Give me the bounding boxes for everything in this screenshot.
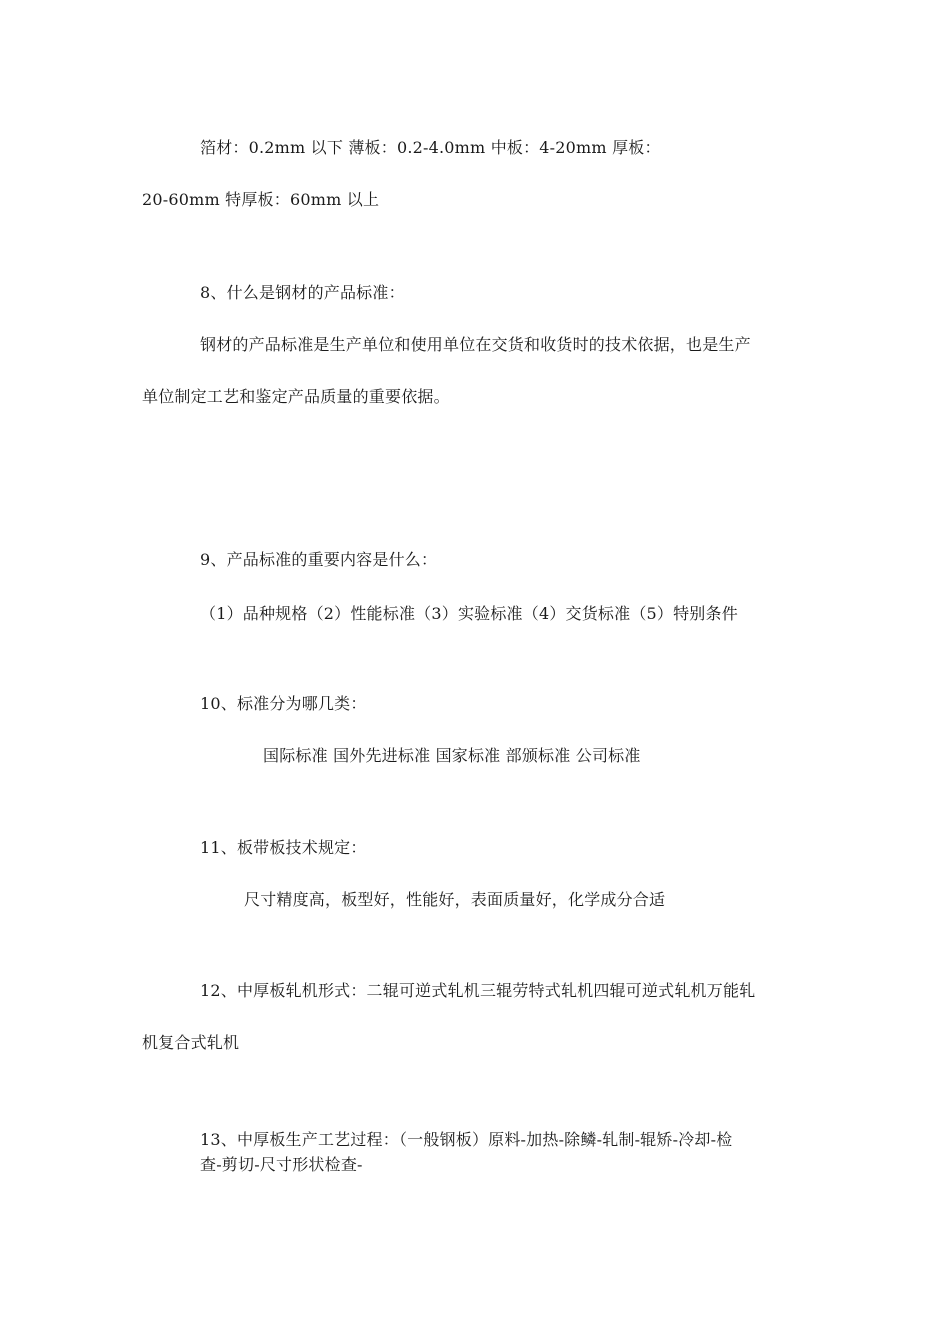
paragraph-question-12-cont: 机复合式轧机 (142, 1033, 240, 1052)
paragraph-question-12: 12、中厚板轧机形式：二辊可逆式轧机三辊劳特式轧机四辊可逆式轧机万能轧 (200, 981, 756, 1000)
heading-question-11: 11、板带板技术规定： (200, 838, 367, 857)
paragraph-answer-9: （1）品种规格（2）性能标准（3）实验标准（4）交货标准（5）特别条件 (200, 604, 738, 623)
heading-question-8: 8、什么是钢材的产品标准： (200, 283, 405, 302)
paragraph-answer-10: 国际标准 国外先进标准 国家标准 部颁标准 公司标准 (263, 746, 641, 765)
paragraph-answer-8-cont: 单位制定工艺和鉴定产品质量的重要依据。 (142, 387, 450, 406)
paragraph-answer-11: 尺寸精度高，板型好，性能好，表面质量好，化学成分合适 (244, 890, 666, 909)
paragraph-answer-8: 钢材的产品标准是生产单位和使用单位在交货和收货时的技术依据，也是生产 (200, 335, 751, 354)
heading-question-9: 9、产品标准的重要内容是什么： (200, 550, 438, 569)
paragraph-question-13: 13、中厚板生产工艺过程：（一般钢板）原料-加热-除鳞-轧制-辊矫-冷却-检 (200, 1130, 733, 1149)
paragraph-thickness-classification: 箔材：0.2mm 以下 薄板：0.2-4.0mm 中板：4-20mm 厚板： (200, 138, 661, 157)
paragraph-question-13-cont: 查-剪切-尺寸形状检查- (200, 1155, 363, 1174)
paragraph-thickness-classification-cont: 20-60mm 特厚板：60mm 以上 (142, 190, 380, 209)
heading-question-10: 10、标准分为哪几类： (200, 694, 367, 713)
